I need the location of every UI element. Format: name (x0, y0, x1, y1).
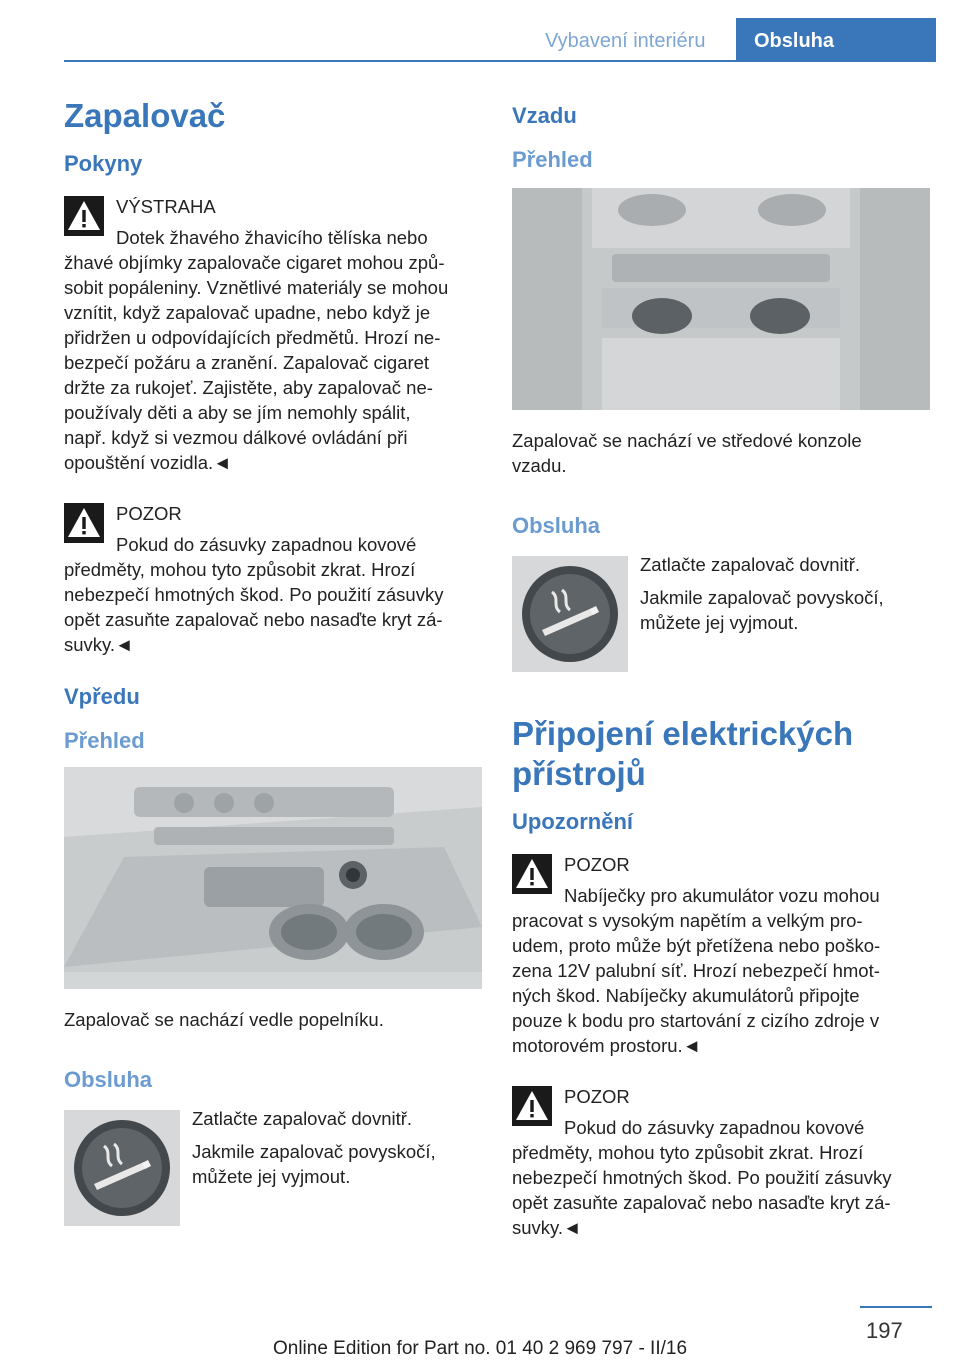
section-title-line: přístrojů (512, 755, 646, 792)
warning-triangle-icon (512, 1086, 552, 1126)
warning-line: udem, proto může být přetížena nebo poško- (512, 935, 881, 956)
warning-line: předměty, mohou tyto způsobit zkrat. Hrozí (512, 1142, 864, 1163)
operation-step-text: Jakmile zapalovač povyskočí, můžete jej vyjmout. (192, 1141, 436, 1187)
page-number-divider (860, 1306, 932, 1308)
warning-block-vystraha (64, 194, 482, 475)
front-operation-heading: Obsluha (64, 1067, 153, 1092)
warning-line: pouze k bodu pro startování z cizího zdroje v (512, 1010, 880, 1031)
front-console-photo (64, 767, 482, 989)
rear-operation-block (512, 552, 930, 672)
warning-label: POZOR (564, 854, 630, 875)
right-column (512, 102, 930, 1266)
page-title: Zapalovač (64, 97, 226, 134)
warning-line: ných škod. Nabíječky akumulátorů připojte (512, 985, 860, 1006)
page-number: 197 (866, 1318, 903, 1343)
warning-block-pozor-socket (512, 1084, 930, 1240)
warning-line: suvky.◄ (64, 634, 134, 655)
warning-line: pracovat s vysokým napětím a velkým pro- (512, 910, 863, 931)
warning-line: opět zasuňte zapalovač nebo nasaďte kryt zá- (64, 609, 443, 630)
warning-label: POZOR (116, 503, 182, 524)
warning-line: Pokud do zásuvky zapadnou kovové (116, 534, 417, 555)
rear-caption-line: Zapalovač se nachází ve středové konzole (512, 430, 862, 451)
warning-line: Pokud do zásuvky zapadnou kovové (564, 1117, 865, 1138)
rear-heading: Vzadu (512, 103, 577, 128)
section-title-line: Připojení elektrických (512, 715, 854, 752)
warning-line: opouštění vozidla.◄ (64, 452, 232, 473)
warning-line: opět zasuňte zapalovač nebo nasaďte kryt zá- (512, 1192, 891, 1213)
warning-block-pozor (64, 501, 482, 657)
warning-line: nebezpečí hmotných škod. Po použití zásuvky (512, 1167, 892, 1188)
rear-overview-heading: Přehled (512, 147, 593, 172)
left-column (64, 96, 482, 1226)
warning-line: držte za rukojeť. Zajistěte, aby zapalovač ne- (64, 377, 433, 398)
warning-line: motorovém prostoru.◄ (512, 1035, 701, 1056)
front-caption: Zapalovač se nachází vedle popelníku. (64, 1009, 384, 1030)
operation-step-text: Jakmile zapalovač povyskočí, můžete jej vyjmout. (640, 587, 884, 633)
warning-line: nebezpečí hmotných škod. Po použití zásuvky (64, 584, 444, 605)
rear-caption-line: vzadu. (512, 455, 567, 476)
warning-label: VÝSTRAHA (116, 196, 216, 217)
front-heading: Vpředu (64, 684, 140, 709)
pokyny-heading: Pokyny (64, 151, 143, 176)
header-tab-obsluha: Obsluha (736, 18, 936, 62)
warning-line: vznítit, když zapalovač upadne, nebo když je (64, 302, 431, 323)
rear-operation-heading: Obsluha (512, 513, 601, 538)
front-overview-heading: Přehled (64, 728, 145, 753)
warning-triangle-icon (64, 196, 104, 236)
warning-line: přidržen u odpovídajících předmětů. Hrozí ne- (64, 327, 441, 348)
upozorneni-heading: Upozornění (512, 809, 633, 834)
page-header (0, 0, 960, 62)
warning-block-pozor-chargers (512, 852, 930, 1058)
warning-triangle-icon (512, 854, 552, 894)
front-operation-block (64, 1106, 482, 1226)
warning-label: POZOR (564, 1086, 630, 1107)
warning-line: používaly děti a aby se jím nemohly spálit, (64, 402, 411, 423)
operation-step-text: Zatlačte zapalovač dovnitř. (192, 1108, 413, 1129)
warning-line: Dotek žhavého žhavicího tělíska nebo (116, 227, 428, 248)
warning-line: suvky.◄ (512, 1217, 582, 1238)
cigarette-lighter-icon (64, 1110, 180, 1226)
warning-line: žhavé objímky zapalovače cigaret mohou způ- (64, 252, 445, 273)
warning-line: sobit popáleniny. Vznětlivé materiály se mohou (64, 277, 449, 298)
rear-console-photo (512, 188, 930, 410)
warning-line: bezpečí požáru a zranění. Zapalovač cigaret (64, 352, 430, 373)
footer-edition: Online Edition for Part no. 01 40 2 969 797 - II/16 (272, 1338, 688, 1359)
header-section-title: Vybavení interiéru (545, 30, 706, 52)
warning-line: zena 12V palubní síť. Hrozí nebezpečí hmot- (512, 960, 880, 981)
cigarette-lighter-icon (512, 556, 628, 672)
warning-line: předměty, mohou tyto způsobit zkrat. Hrozí (64, 559, 416, 580)
warning-line: Nabíječky pro akumulátor vozu mohou (564, 885, 880, 906)
warning-triangle-icon (64, 503, 104, 543)
warning-line: např. když si vezmou dálkové ovládání při (64, 427, 408, 448)
header-divider (64, 60, 936, 62)
operation-step-text: Zatlačte zapalovač dovnitř. (640, 554, 861, 575)
